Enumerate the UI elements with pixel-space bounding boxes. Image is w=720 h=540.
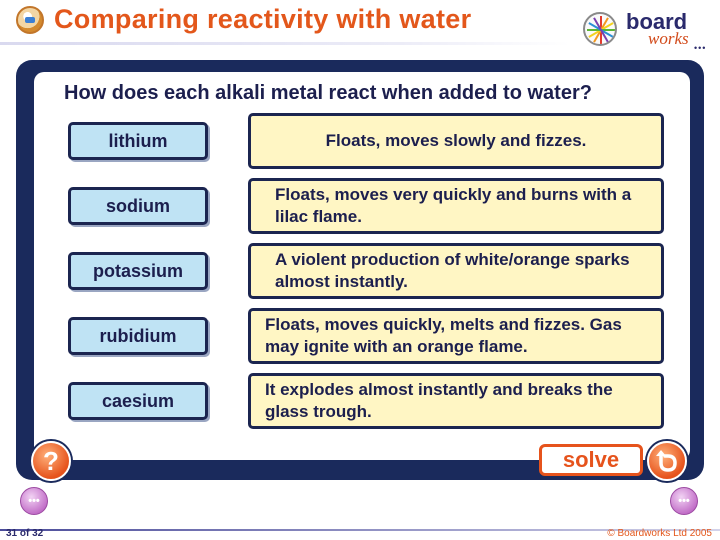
previous-slide-button[interactable] bbox=[20, 487, 48, 515]
reaction-description-2[interactable]: Floats, moves very quickly and burns with a lilac flame. bbox=[248, 178, 664, 234]
reaction-description-3[interactable]: A violent production of white/orange sparks almost instantly. bbox=[248, 243, 664, 299]
metal-label-sodium[interactable]: sodium bbox=[68, 187, 208, 225]
solve-button[interactable]: solve bbox=[539, 444, 643, 476]
slide-header bbox=[0, 0, 720, 60]
logo-dots: ••• bbox=[694, 43, 707, 53]
page-title: Comparing reactivity with water bbox=[54, 4, 472, 34]
logo-board-text: board bbox=[626, 9, 688, 34]
reset-button[interactable] bbox=[647, 441, 687, 481]
previous-slide-icon: ••• bbox=[28, 495, 40, 507]
title-divider bbox=[0, 42, 570, 45]
reaction-description-5[interactable]: It explodes almost instantly and breaks the glass trough. bbox=[248, 373, 664, 429]
question-text: How does each alkali metal react when added to water? bbox=[64, 82, 592, 104]
copyright-text: © Boardworks Ltd 2005 bbox=[607, 528, 712, 539]
color-wheel-icon bbox=[583, 12, 617, 46]
reaction-description-4[interactable]: Floats, moves quickly, melts and fizzes. Gas may ignite with an orange flame. bbox=[248, 308, 664, 364]
metal-label-rubidium[interactable]: rubidium bbox=[68, 317, 208, 355]
next-slide-button[interactable] bbox=[670, 487, 698, 515]
reaction-description-1[interactable]: Floats, moves slowly and fizzes. bbox=[248, 113, 664, 169]
slide-number: 31 of 32 bbox=[6, 528, 44, 539]
logo-works-text: works bbox=[648, 29, 689, 48]
boardworks-logo bbox=[626, 7, 712, 51]
next-slide-icon: ••• bbox=[678, 495, 690, 507]
question-mark-icon: ? bbox=[43, 445, 59, 476]
metal-label-lithium[interactable]: lithium bbox=[68, 122, 208, 160]
metal-label-potassium[interactable]: potassium bbox=[68, 252, 208, 290]
undo-arrow-icon bbox=[649, 443, 685, 479]
metal-label-caesium[interactable]: caesium bbox=[68, 382, 208, 420]
chemistry-badge-icon bbox=[16, 6, 44, 34]
help-button[interactable] bbox=[31, 441, 71, 481]
